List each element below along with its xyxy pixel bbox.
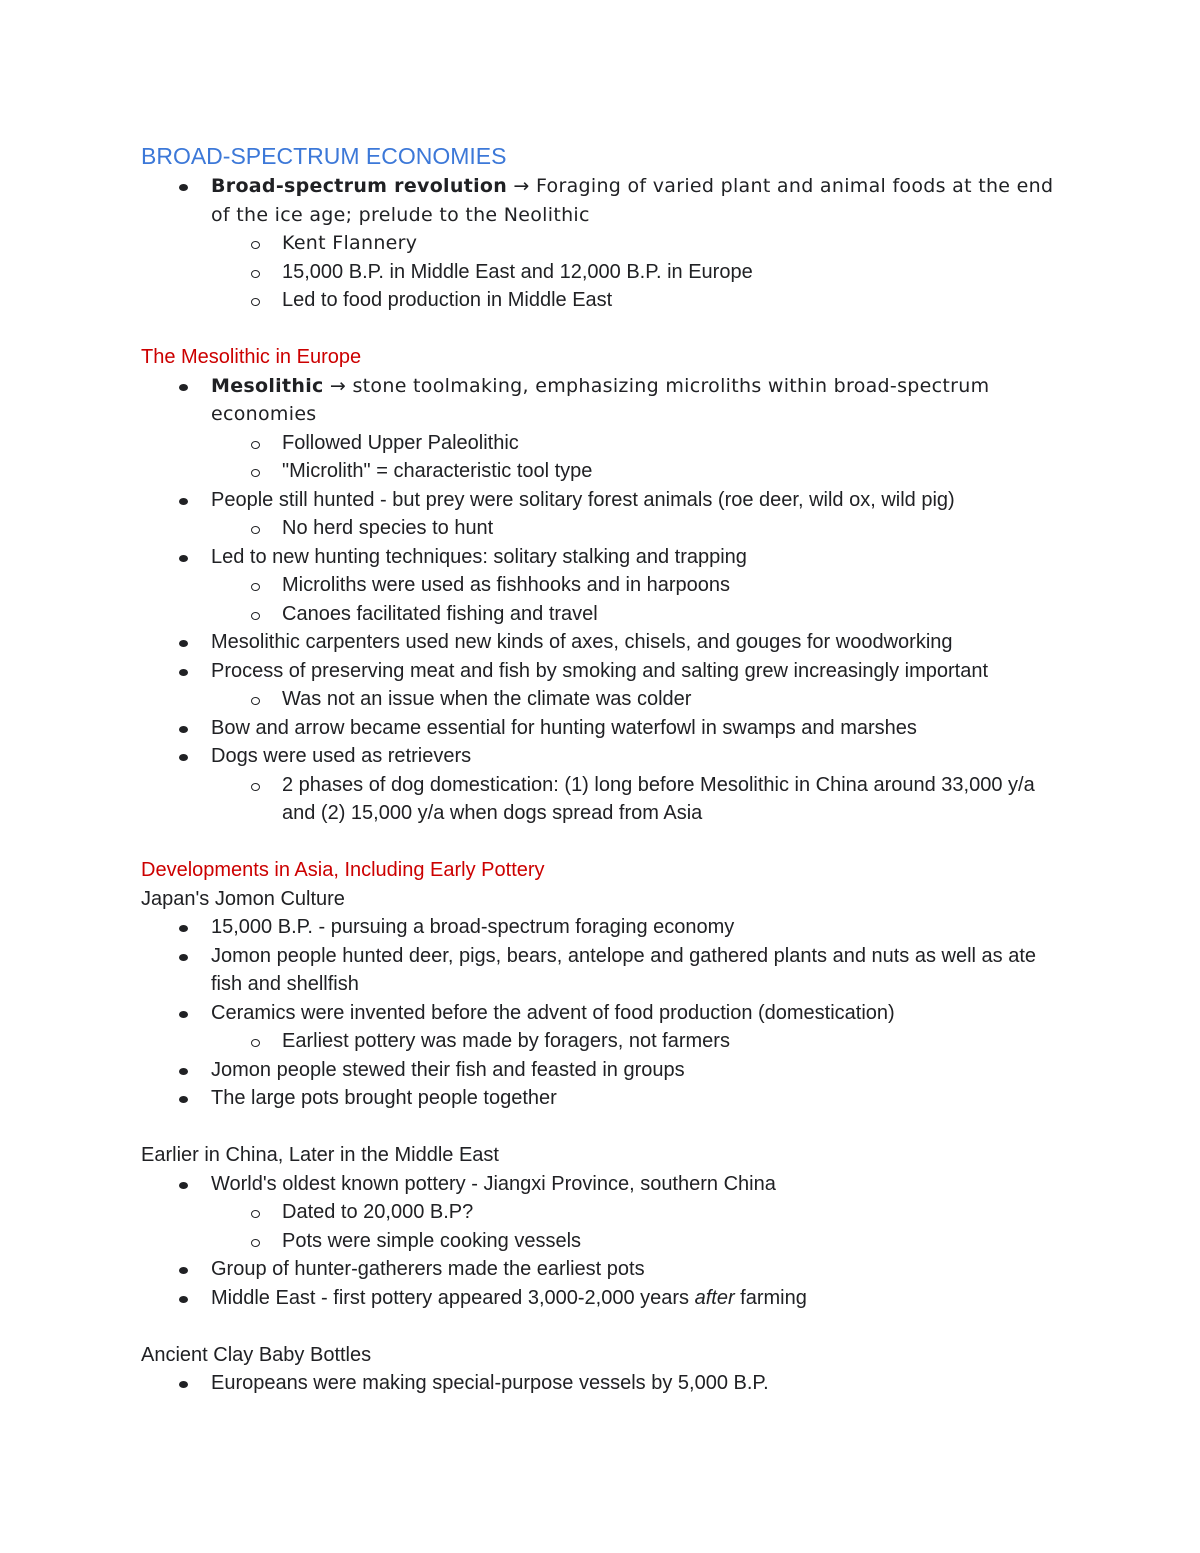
bullet-icon	[179, 1182, 188, 1189]
sub-item-text: Followed Upper Paleolithic	[282, 431, 519, 454]
subsection-title-jomon: Japan's Jomon Culture	[141, 887, 345, 910]
spacer	[141, 315, 1071, 344]
bullet-icon	[179, 726, 188, 733]
list-item	[141, 942, 1071, 999]
sub-list-item	[141, 1198, 1071, 1227]
item-text-part: Middle East - first pottery appeared 3,000-2,000 years	[211, 1286, 695, 1309]
list-item	[141, 1369, 1071, 1398]
definition-text: → stone toolmaking, emphasizing microliths within broad-spectrum economies	[211, 374, 990, 425]
section-title-broad-spectrum: BROAD-SPECTRUM ECONOMIES	[141, 143, 507, 169]
bullet-icon	[179, 384, 188, 391]
bullet-icon	[179, 1068, 188, 1075]
definition-text: → Foraging of varied plant and animal foods at the end of the ice age; prelude to the Neolithic	[211, 175, 1054, 226]
list-item	[141, 486, 1071, 515]
spacer	[141, 1113, 1071, 1142]
list-item	[141, 1284, 1071, 1313]
sub-item-text: "Microlith" = characteristic tool type	[282, 460, 593, 482]
list-item	[141, 1255, 1071, 1284]
mesolithic-list	[141, 372, 1071, 828]
bullet-icon	[179, 925, 188, 932]
sub-item-text: Microliths were used as fishhooks and in harpoons	[282, 574, 731, 596]
item-text: Mesolithic carpenters used new kinds of axes, chisels, and gouges for woodworking	[211, 631, 953, 653]
sub-item-text: Led to food production in Middle East	[282, 289, 613, 311]
subsection-title-china: Earlier in China, Later in the Middle East	[141, 1144, 499, 1166]
term-broad-spectrum-revolution: Broad-spectrum revolution	[211, 175, 508, 197]
sub-item-text: Was not an issue when the climate was colder	[282, 688, 692, 710]
sub-list-item	[141, 571, 1071, 600]
item-text: Led to new hunting techniques: solitary stalking and trapping	[211, 545, 747, 568]
item-text-part: farming	[734, 1286, 807, 1309]
asia-list	[141, 913, 1071, 1113]
list-item	[141, 714, 1071, 743]
item-text: Jomon people hunted deer, pigs, bears, antelope and gathered plants and nuts as well as ate fish and shellfish	[211, 944, 1037, 995]
bullet-icon	[179, 954, 188, 961]
bullet-icon	[179, 1096, 188, 1103]
sub-item-text: Canoes facilitated fishing and travel	[282, 602, 598, 625]
item-text: 15,000 B.P. - pursuing a broad-spectrum foraging economy	[211, 916, 735, 938]
list-item	[141, 1084, 1071, 1113]
item-text: Jomon people stewed their fish and feasted in groups	[211, 1058, 685, 1081]
sub-list-item	[141, 1027, 1071, 1056]
sub-item-text: 2 phases of dog domestication: (1) long before Mesolithic in China around 33,000 y/a and (2) 15,000 y/a when dogs spread from Asia	[282, 773, 1035, 824]
hollow-bullet-icon	[251, 783, 260, 791]
item-text: Process of preserving meat and fish by smoking and salting grew increasingly important	[211, 659, 989, 682]
term-mesolithic: Mesolithic	[211, 374, 324, 397]
bullet-icon	[179, 669, 188, 676]
spacer	[141, 828, 1071, 857]
sub-item-text: Earliest pottery was made by foragers, not farmers	[282, 1030, 730, 1052]
hollow-bullet-icon	[251, 697, 260, 705]
list-item	[141, 543, 1071, 572]
spacer	[141, 1312, 1071, 1341]
subsection-title-bottles: Ancient Clay Baby Bottles	[141, 1343, 372, 1366]
china-list	[141, 1170, 1071, 1313]
item-text: Europeans were making special-purpose vessels by 5,000 B.P.	[211, 1372, 769, 1394]
document-page	[141, 140, 1071, 1398]
sub-item-text: Pots were simple cooking vessels	[282, 1229, 582, 1252]
list-item	[141, 628, 1071, 657]
hollow-bullet-icon	[251, 1210, 260, 1218]
list-item	[141, 999, 1071, 1028]
section-title-mesolithic: The Mesolithic in Europe	[141, 346, 362, 368]
item-text: World's oldest known pottery - Jiangxi Province, southern China	[211, 1172, 776, 1195]
list-item	[141, 172, 1071, 229]
sub-item-text: Dated to 20,000 B.P?	[282, 1201, 474, 1223]
section-title-asia: Developments in Asia, Including Early Pottery	[141, 859, 545, 881]
hollow-bullet-icon	[251, 1039, 260, 1047]
broad-spectrum-list	[141, 172, 1071, 315]
sub-item-text: Kent Flannery	[282, 232, 418, 254]
sub-list-item	[141, 286, 1071, 315]
item-text: Ceramics were invented before the advent of food production (domestication)	[211, 1001, 895, 1024]
bullet-icon	[179, 1381, 188, 1388]
sub-item-text: 15,000 B.P. in Middle East and 12,000 B.P. in Europe	[282, 260, 753, 283]
list-item	[141, 657, 1071, 686]
hollow-bullet-icon	[251, 583, 260, 591]
bullet-icon	[179, 184, 188, 191]
bullet-icon	[179, 640, 188, 647]
emphasis-text: after	[694, 1286, 735, 1309]
hollow-bullet-icon	[251, 1239, 260, 1247]
sub-list-item	[141, 771, 1071, 828]
list-item	[141, 372, 1071, 429]
item-text: Bow and arrow became essential for hunting waterfowl in swamps and marshes	[211, 716, 917, 739]
sub-list-item	[141, 685, 1071, 714]
sub-list-item	[141, 258, 1071, 287]
list-item	[141, 742, 1071, 771]
bullet-icon	[179, 1267, 188, 1274]
item-text: People still hunted - but prey were solitary forest animals (roe deer, wild ox, wild pig)	[211, 488, 955, 511]
bullet-icon	[179, 498, 188, 505]
sub-list-item	[141, 229, 1071, 258]
hollow-bullet-icon	[251, 241, 260, 249]
hollow-bullet-icon	[251, 441, 260, 449]
item-text: The large pots brought people together	[211, 1087, 557, 1109]
hollow-bullet-icon	[251, 270, 260, 278]
bullet-icon	[179, 754, 188, 761]
list-item	[141, 1170, 1071, 1199]
hollow-bullet-icon	[251, 298, 260, 306]
sub-list-item	[141, 1227, 1071, 1256]
bullet-icon	[179, 555, 188, 562]
hollow-bullet-icon	[251, 612, 260, 620]
list-item	[141, 1056, 1071, 1085]
bottles-list	[141, 1369, 1071, 1398]
bullet-icon	[179, 1011, 188, 1018]
sub-list-item	[141, 429, 1071, 458]
sub-list-item	[141, 600, 1071, 629]
hollow-bullet-icon	[251, 526, 260, 534]
bullet-icon	[179, 1296, 188, 1303]
sub-item-text: No herd species to hunt	[282, 517, 494, 539]
item-text: Dogs were used as retrievers	[211, 745, 472, 767]
item-text: Group of hunter-gatherers made the earliest pots	[211, 1258, 645, 1280]
hollow-bullet-icon	[251, 469, 260, 477]
sub-list-item	[141, 457, 1071, 486]
sub-list-item	[141, 514, 1071, 543]
list-item	[141, 913, 1071, 942]
